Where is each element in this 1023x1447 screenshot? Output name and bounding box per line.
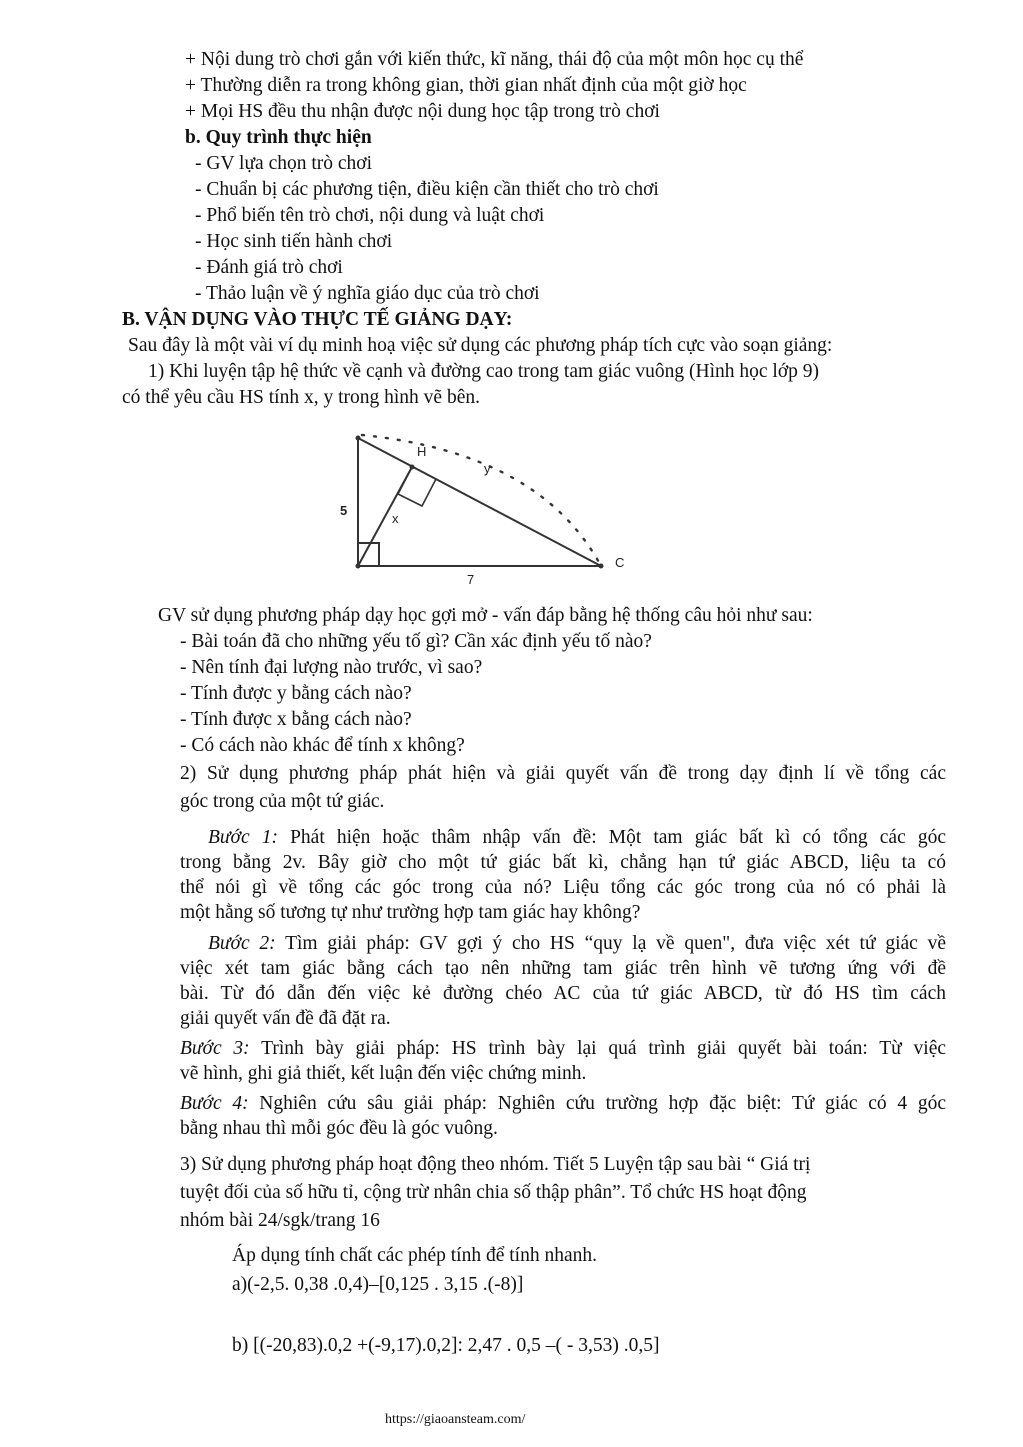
text-line: - Tính được x bằng cách nào? bbox=[180, 709, 412, 730]
label-7: 7 bbox=[467, 572, 475, 587]
label-5: 5 bbox=[340, 503, 348, 518]
text-line: - Bài toán đã cho những yếu tố gì? Cần xác định yếu tố nào? bbox=[180, 631, 652, 652]
text-line: có thể yêu cầu HS tính x, y trong hình vẽ bên. bbox=[122, 387, 480, 408]
text-line: 1) Khi luyện tập hệ thức về cạnh và đường cao trong tam giác vuông (Hình học lớp 9) bbox=[148, 361, 819, 382]
step-text: Tìm giải pháp: GV gợi ý cho HS “quy lạ về quen", đưa việc xét tứ giác về bbox=[275, 933, 946, 954]
text-line: + Mọi HS đều thu nhận được nội dung học tập trong trò chơi bbox=[185, 101, 660, 122]
step-label: Bước 3: bbox=[180, 1038, 250, 1059]
paragraph-line: vẽ hình, ghi giả thiết, kết luận đến việc chứng minh. bbox=[180, 1063, 587, 1084]
vertex-point bbox=[356, 436, 361, 441]
math-expression: a)(-2,5. 0,38 .0,4)–[0,125 . 3,15 .(-8)] bbox=[232, 1274, 524, 1295]
paragraph-line bbox=[180, 828, 946, 848]
paragraph-line bbox=[180, 1039, 946, 1059]
paragraph-line bbox=[180, 934, 946, 954]
text-line: 3) Sử dụng phương pháp hoạt động theo nhóm. Tiết 5 Luyện tập sau bài “ Giá trị bbox=[180, 1154, 811, 1175]
text-line: GV sử dụng phương pháp dạy học gợi mở - vấn đáp bằng hệ thống câu hỏi như sau: bbox=[158, 605, 813, 626]
paragraph-line: trong bằng 2v. Bây giờ cho một tứ giác bất kì, chẳng hạn tứ giác ABCD, liệu ta có bbox=[180, 852, 946, 873]
footer-url: https://giaoansteam.com/ bbox=[385, 1412, 526, 1427]
step-label: Bước 1: bbox=[208, 827, 278, 848]
text-line: 2) Sử dụng phương pháp phát hiện và giải quyết vấn đề trong dạy định lí về tổng các bbox=[180, 763, 946, 784]
label-C: C bbox=[615, 555, 625, 570]
step-text: Nghiên cứu sâu giải pháp: Nghiên cứu trường hợp đặc biệt: Tứ giác có 4 góc bbox=[248, 1093, 946, 1114]
step-text: Phát hiện hoặc thâm nhập vấn đề: Một tam giác bất kì có tổng các góc bbox=[277, 827, 946, 848]
triangle-hypotenuse bbox=[358, 438, 601, 566]
text-line: - Chuẩn bị các phương tiện, điều kiện cần thiết cho trò chơi bbox=[195, 179, 659, 200]
paragraph-line: một hằng số tương tự như trường hợp tam giác hay không? bbox=[180, 902, 641, 923]
paragraph-line: bằng nhau thì mỗi góc đều là góc vuông. bbox=[180, 1118, 498, 1139]
section-heading: B. VẬN DỤNG VÀO THỰC TẾ GIẢNG DẠY: bbox=[122, 309, 513, 330]
text-line: - Tính được y bằng cách nào? bbox=[180, 683, 412, 704]
text-line: - GV lựa chọn trò chơi bbox=[195, 153, 373, 174]
text-line: góc trong của một tứ giác. bbox=[180, 791, 385, 812]
text-line: nhóm bài 24/sgk/trang 16 bbox=[180, 1210, 380, 1231]
text-line: Áp dụng tính chất các phép tính để tính nhanh. bbox=[232, 1245, 597, 1266]
text-line: - Đánh giá trò chơi bbox=[195, 257, 343, 278]
text-line: - Học sinh tiến hành chơi bbox=[195, 231, 393, 252]
step-text: Trình bày giải pháp: HS trình bày lại quá trình giải quyết bài toán: Từ việc bbox=[249, 1038, 946, 1059]
text-line: + Nội dung trò chơi gắn với kiến thức, kĩ năng, thái độ của một môn học cụ thể bbox=[185, 49, 804, 70]
text-line: tuyệt đối của số hữu tỉ, cộng trừ nhân chia số thập phân”. Tổ chức HS hoạt động bbox=[180, 1182, 807, 1203]
paragraph-line: bài. Từ đó dẫn đến việc kẻ đường chéo AC của tứ giác ABCD, từ đó HS tìm cách bbox=[180, 983, 946, 1004]
paragraph-line bbox=[180, 1094, 946, 1114]
vertex-point bbox=[599, 564, 604, 569]
label-y: y bbox=[484, 461, 491, 476]
vertex-point bbox=[410, 465, 415, 470]
step-label: Bước 4: bbox=[180, 1093, 249, 1114]
math-expression: b) [(-20,83).0,2 +(-9,17).0,2]: 2,47 . 0,5 –( - 3,53) .0,5] bbox=[232, 1335, 660, 1356]
section-heading: b. Quy trình thực hiện bbox=[185, 127, 372, 148]
text-line: - Nên tính đại lượng nào trước, vì sao? bbox=[180, 657, 483, 678]
vertex-point bbox=[356, 564, 361, 569]
triangle-figure bbox=[330, 425, 640, 595]
text-line: + Thường diễn ra trong không gian, thời gian nhất định của một giờ học bbox=[185, 75, 747, 96]
text-line: - Phổ biến tên trò chơi, nội dung và luật chơi bbox=[195, 205, 545, 226]
label-H: H bbox=[417, 444, 427, 459]
right-angle-mark bbox=[398, 467, 436, 506]
step-label: Bước 2: bbox=[208, 933, 276, 954]
text-line: Sau đây là một vài ví dụ minh hoạ việc sử dụng các phương pháp tích cực vào soạn giảng: bbox=[128, 335, 833, 356]
paragraph-line: thể nói gì về tổng các góc trong của nó? Liệu tổng các góc trong của nó có phải là bbox=[180, 877, 946, 898]
text-line: - Thảo luận về ý nghĩa giáo dục của trò chơi bbox=[195, 283, 540, 304]
label-x: x bbox=[392, 511, 399, 526]
paragraph-line: việc xét tam giác bằng cách tạo nên những tam giác trên hình vẽ tương ứng với đề bbox=[180, 958, 946, 979]
text-line: - Có cách nào khác để tính x không? bbox=[180, 735, 465, 756]
paragraph-line: giải quyết vấn đề đã đặt ra. bbox=[180, 1008, 391, 1029]
